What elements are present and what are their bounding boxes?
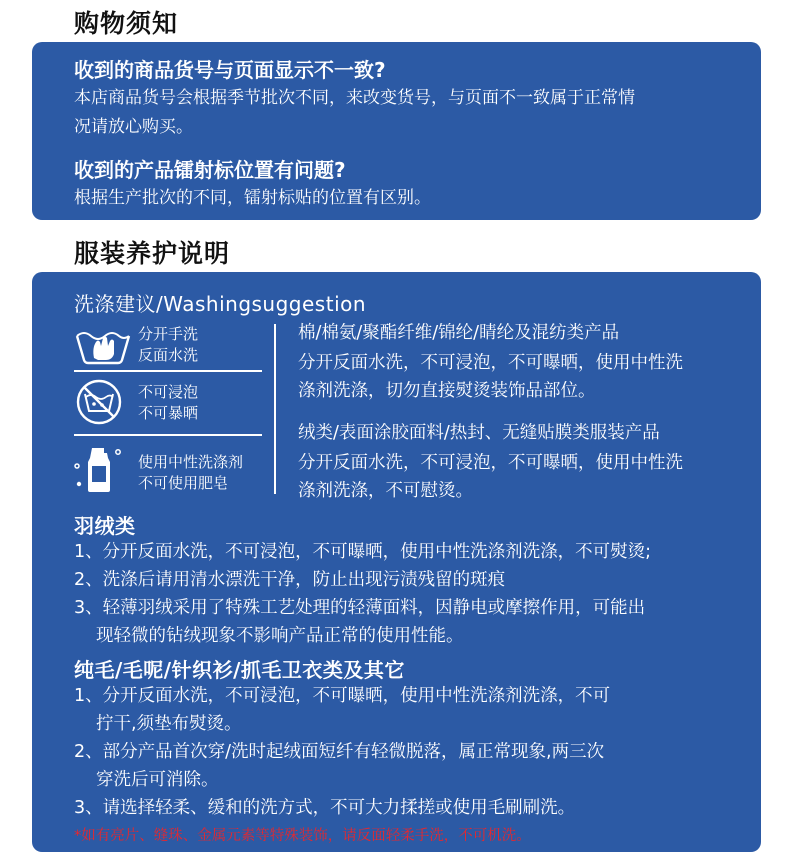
wool-item-1-cont: 拧干,须垫布熨烫。 bbox=[96, 714, 242, 734]
washing-suggestion-title: 洗涤建议/Washingsuggestion bbox=[74, 292, 367, 316]
hand-wash-icon bbox=[74, 324, 132, 366]
faq-answer-2: 根据生产批次的不同，镭射标贴的位置有区别。 bbox=[74, 188, 431, 208]
detergent-bottle-icon bbox=[72, 444, 126, 494]
faq-answer-1-line1: 本店商品货号会根据季节批次不同，来改变货号，与页面不一致属于正常情 bbox=[74, 88, 635, 108]
wool-item-2: 2、部分产品首次穿/洗时起绒面短纤有轻微脱落，属正常现象,两三次 bbox=[74, 742, 605, 762]
care-group-2-line2: 涤剂洗涤，不可慰烫。 bbox=[298, 481, 473, 501]
garment-care-panel bbox=[32, 272, 761, 852]
icon-label-detergent-1: 使用中性洗涤剂 bbox=[138, 453, 244, 471]
no-soak-icon bbox=[72, 378, 126, 426]
divider bbox=[74, 434, 262, 436]
icon-label-hand-wash-2: 反面水洗 bbox=[138, 346, 199, 364]
special-decoration-note: *如有亮片、缝珠、金属元素等特殊装饰，请反面轻柔手洗，不可机洗。 bbox=[74, 828, 531, 844]
down-item-3: 3、轻薄羽绒采用了特殊工艺处理的轻薄面料，因静电或摩擦作用，可能出 bbox=[74, 598, 646, 618]
care-group-1-line2: 涤剂洗涤，切勿直接熨烫装饰品部位。 bbox=[298, 381, 596, 401]
care-group-2-line1: 分开反面水洗，不可浸泡，不可曝晒，使用中性洗 bbox=[298, 453, 683, 473]
wool-item-1: 1、分开反面水洗，不可浸泡，不可曝晒，使用中性洗涤剂洗涤，不可 bbox=[74, 686, 611, 706]
icon-label-no-soak-1: 不可浸泡 bbox=[138, 383, 199, 401]
faq-question-1: 收到的商品货号与页面显示不一致? bbox=[74, 58, 386, 82]
icon-label-detergent-2: 不可使用肥皂 bbox=[138, 474, 229, 492]
wool-item-2-cont: 穿洗后可消除。 bbox=[96, 770, 219, 790]
care-group-1-title: 棉/棉氨/聚酯纤维/锦纶/睛纶及混纺类产品 bbox=[298, 323, 620, 343]
down-item-3-cont: 现轻微的钻绒现象不影响产品正常的使用性能。 bbox=[96, 626, 464, 646]
down-item-2: 2、洗涤后请用清水漂洗干净，防止出现污渍残留的斑痕 bbox=[74, 570, 506, 590]
icon-label-hand-wash-1: 分开手洗 bbox=[138, 325, 199, 343]
shopping-notice-panel bbox=[32, 42, 761, 220]
wool-section-title: 纯毛/毛呢/针织衫/抓毛卫衣类及其它 bbox=[74, 658, 405, 682]
down-section-title: 羽绒类 bbox=[74, 514, 136, 538]
divider bbox=[74, 370, 262, 372]
care-group-1-line1: 分开反面水洗，不可浸泡，不可曝晒，使用中性洗 bbox=[298, 353, 683, 373]
icon-label-no-soak-2: 不可暴晒 bbox=[138, 404, 199, 422]
care-group-2-title: 绒类/表面涂胶面料/热封、无缝贴膜类服装产品 bbox=[298, 423, 660, 443]
section-title-shopping-notice: 购物须知 bbox=[74, 9, 179, 38]
faq-answer-1-line2: 况请放心购买。 bbox=[74, 117, 193, 137]
down-item-1: 1、分开反面水洗，不可浸泡，不可曝晒，使用中性洗涤剂洗涤，不可熨烫; bbox=[74, 542, 652, 562]
faq-question-2: 收到的产品镭射标位置有问题? bbox=[74, 158, 346, 182]
column-divider bbox=[274, 324, 276, 494]
wool-item-3: 3、请选择轻柔、缓和的洗方式，不可大力揉搓或使用毛刷刷洗。 bbox=[74, 798, 576, 818]
section-title-garment-care: 服装养护说明 bbox=[74, 239, 231, 268]
